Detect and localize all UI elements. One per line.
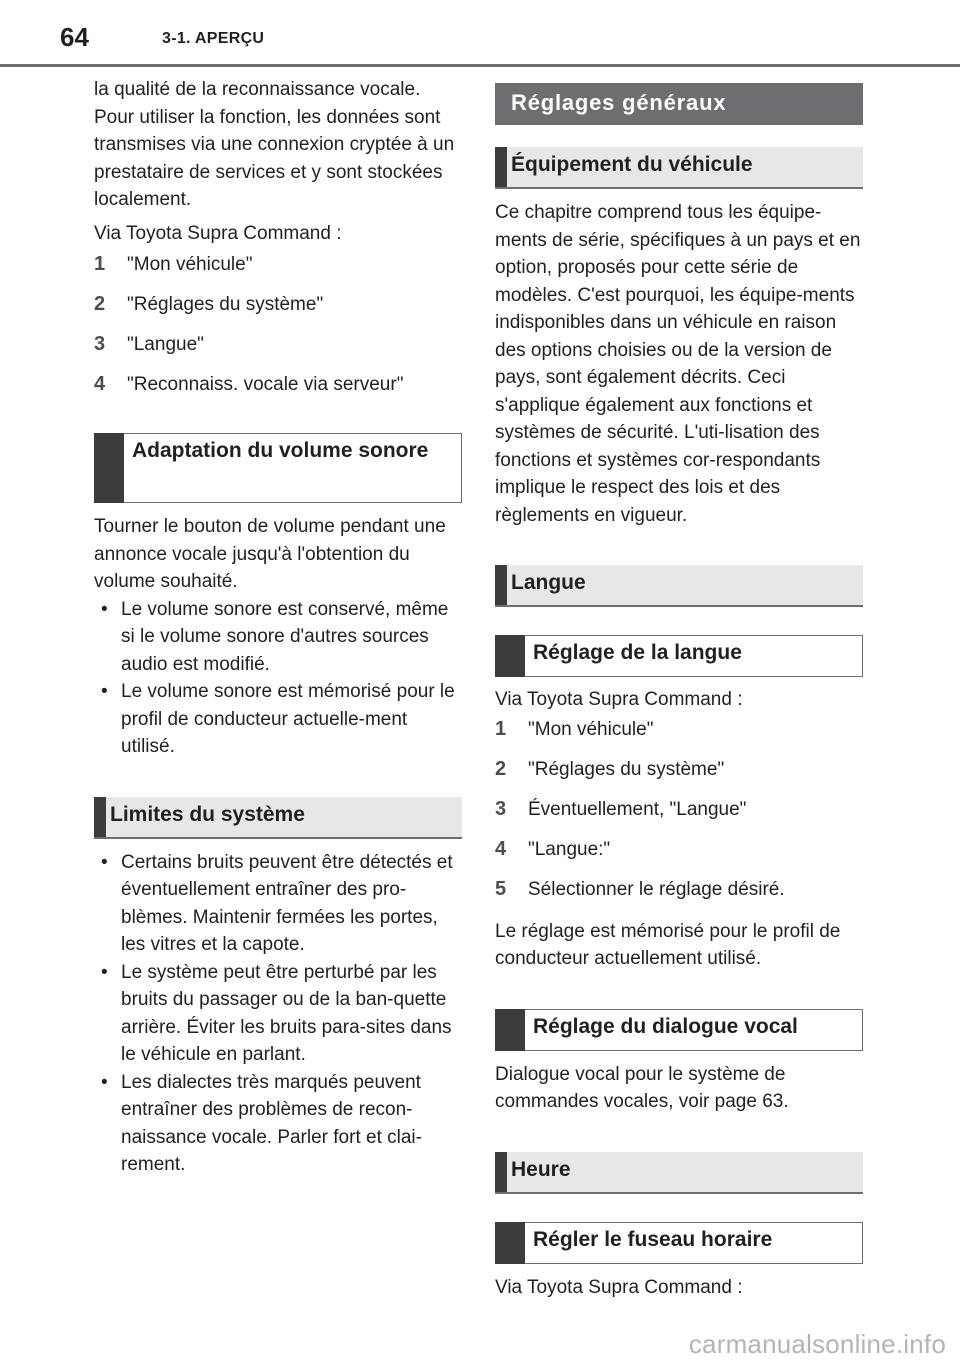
step-item (495, 836, 863, 876)
language-setting-heading-text: Réglage de la langue (533, 641, 742, 664)
step-text: Éventuellement, "Langue" (528, 798, 747, 820)
limits-bullets (94, 849, 462, 1179)
list-item: • Le volume sonore est mémorisé pour le profil de conducteur actuelle-ment utilisé. (94, 678, 462, 761)
step-text: "Langue" (127, 334, 204, 355)
voice-server-steps (94, 251, 462, 411)
step-number: 4 (94, 373, 106, 395)
step-item (94, 251, 462, 291)
dialog-heading-text: Réglage du dialogue vocal (533, 1014, 798, 1038)
heading-bar (495, 1152, 507, 1192)
list-item: • Certains bruits peuvent être détectés et éventuellement entraîner des pro-blèmes. Maintenir fermées les portes, les vitres et la capote. (94, 849, 462, 959)
step-item (495, 796, 863, 836)
heading-bar (94, 797, 106, 837)
step-text: "Mon véhicule" (127, 254, 253, 275)
volume-heading-text: Adaptation du volume sonore (132, 439, 429, 462)
step-item (495, 756, 863, 796)
language-steps (495, 716, 863, 916)
step-number: 2 (94, 293, 106, 315)
page-number: 64 (60, 22, 89, 52)
step-text: "Langue:" (528, 838, 611, 860)
step-item (94, 371, 462, 411)
general-settings-heading (495, 83, 863, 125)
step-text: "Réglages du système" (528, 758, 725, 780)
time-heading (495, 1152, 863, 1194)
equipment-heading-text: Équipement du véhicule (511, 153, 753, 176)
section-title: 3-1. APERÇU (162, 30, 265, 47)
language-heading (495, 565, 863, 607)
step-item (495, 876, 863, 916)
limits-heading-text: Limites du système (110, 802, 305, 826)
left-column (94, 76, 462, 1179)
page-header (0, 0, 960, 70)
step-number: 2 (495, 757, 507, 780)
language-heading-text: Langue (511, 571, 586, 594)
language-setting-heading (495, 635, 863, 677)
heading-bar (495, 565, 507, 605)
list-item: • Le système peut être perturbé par les bruits du passager ou de la ban-quette arrière. Éviter les bruits para-sites dans le véhicule en parlant. (94, 959, 462, 1069)
heading-bar (495, 147, 507, 187)
step-text: "Reconnaiss. vocale via serveur" (127, 374, 404, 395)
header-divider (0, 64, 960, 67)
limits-heading (94, 797, 462, 839)
step-number: 4 (495, 837, 507, 860)
step-item (94, 291, 462, 331)
list-item: • Le volume sonore est conservé, même si le volume sonore d'autres sources audio est modifié. (94, 596, 462, 679)
step-number: 5 (495, 877, 507, 900)
intro-paragraph: la qualité de la reconnaissance vocale. Pour utiliser la fonction, les données sont transmises via une connexion cryptée à un prestataire de services et y sont stockées localement. (94, 79, 455, 210)
equipment-paragraph: Ce chapitre comprend tous les équipe-ments de série, spécifiques à un pays et en option, proposés pour cette série de modèles. C'est pourquoi, les équipe-ments indisponibles dans un véhicule en raison des options choisies ou de la version de pays, sont également décrits. Ceci s'applique également aux fonctions et systèmes de sécurité. L'uti-lisation des fonctions et systèmes cor-respondants implique le respect des lois et des règlements en vigueur. (495, 202, 861, 526)
timezone-heading-text: Régler le fuseau horaire (533, 1227, 773, 1251)
step-text: "Réglages du système" (127, 294, 324, 315)
general-settings-heading-text: Réglages généraux (511, 90, 727, 115)
dialog-heading (495, 1009, 863, 1051)
step-number: 3 (495, 797, 507, 820)
via-command-text: Via Toyota Supra Command : (94, 222, 342, 244)
step-item (495, 716, 863, 756)
volume-bullets (94, 596, 462, 761)
dialog-paragraph: Dialogue vocal pour le système de commandes vocales, voir page 63. (495, 1063, 789, 1112)
list-item: • Les dialectes très marqués peuvent entraîner des problèmes de recon-naissance vocale. Parler fort et clai-rement. (94, 1069, 462, 1179)
step-text: "Mon véhicule" (528, 718, 654, 740)
heading-bar (495, 635, 525, 677)
heading-bar (495, 1009, 525, 1051)
language-note: Le réglage est mémorisé pour le profil de conducteur actuellement utilisé. (495, 920, 841, 969)
step-number: 3 (94, 333, 106, 355)
equipment-heading (495, 147, 863, 189)
volume-paragraph: Tourner le bouton de volume pendant une annonce vocale jusqu'à l'obtention du volume souhaité. (94, 516, 446, 592)
heading-bar (495, 1222, 525, 1264)
step-item (94, 331, 462, 371)
via-command-text: Via Toyota Supra Command : (495, 689, 743, 710)
right-column (495, 83, 863, 1301)
volume-heading (94, 433, 462, 503)
heading-bar (94, 433, 124, 503)
via-command-text: Via Toyota Supra Command : (495, 1276, 743, 1298)
watermark-logo: carmanualsonline.info (688, 1329, 946, 1359)
step-text: Sélectionner le réglage désiré. (528, 878, 785, 900)
timezone-heading (495, 1222, 863, 1264)
step-number: 1 (495, 717, 507, 740)
time-heading-text: Heure (511, 1157, 571, 1181)
step-number: 1 (94, 253, 106, 275)
